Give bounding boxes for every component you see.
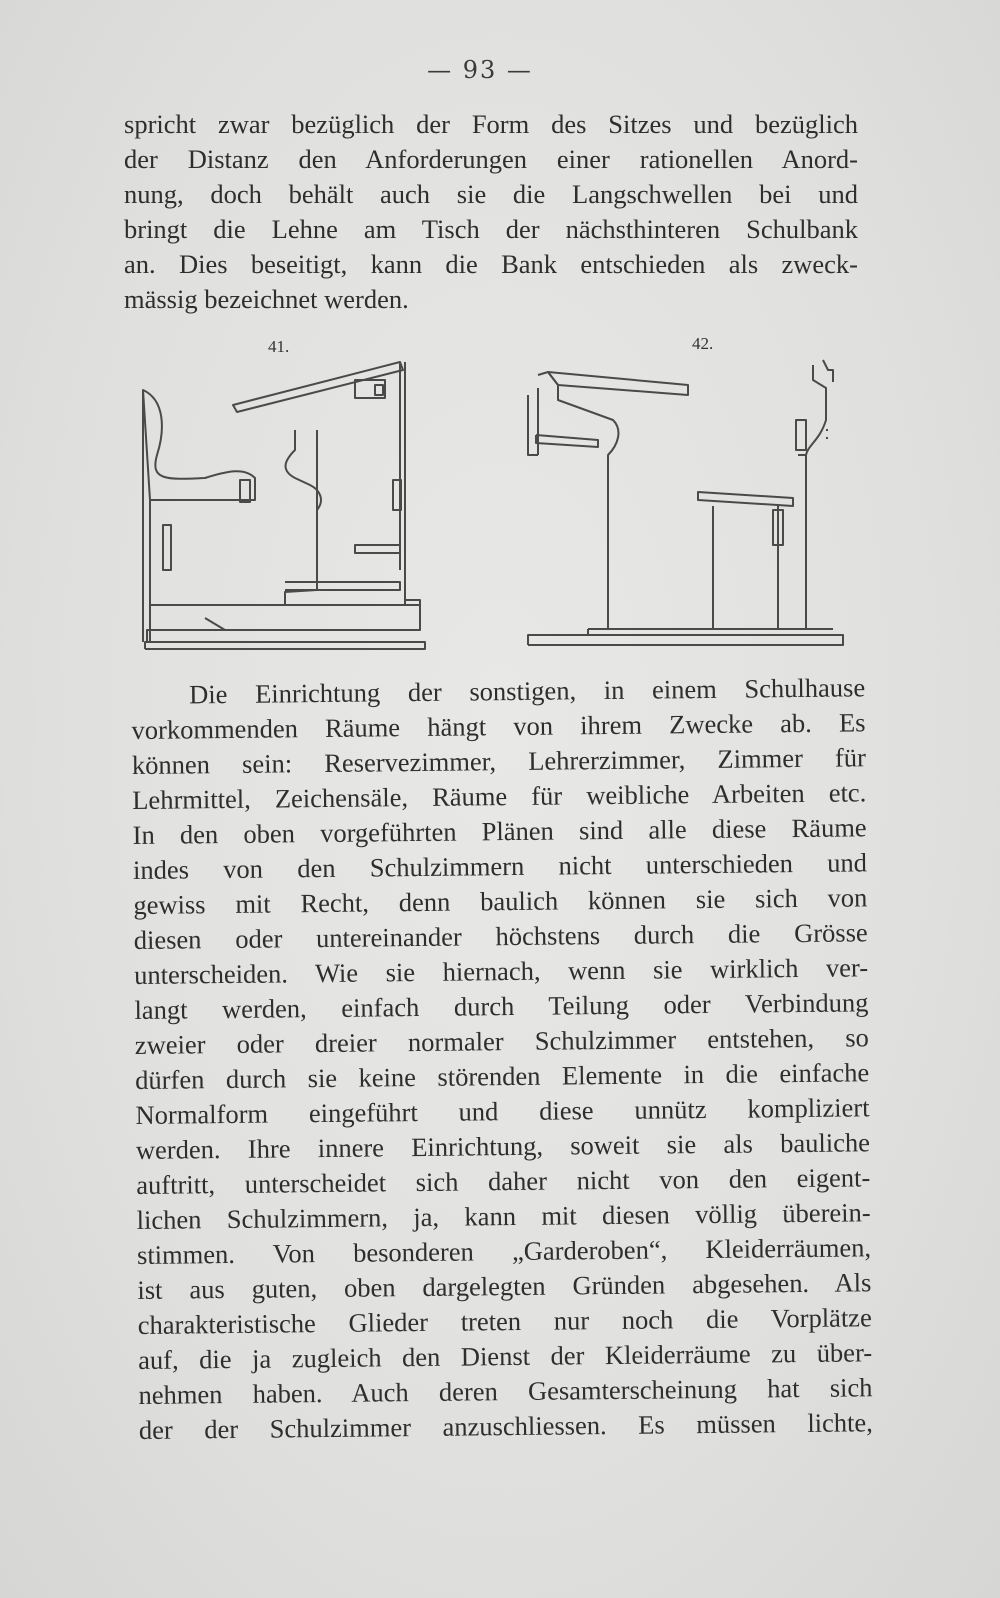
text-line: der der Schulzimmer anzuschliessen. Es müssen lichte, <box>138 1407 873 1445</box>
text-line: zweier oder dreier normaler Schulzimmer entstehen, so <box>134 1022 869 1060</box>
text-line: Normalform eingeführt und diese unnütz kompliziert <box>135 1092 870 1130</box>
text-line: ist aus guten, oben dargelegten Gründen abgesehen. Als <box>137 1267 872 1305</box>
figure-41-school-bench-drawing <box>135 360 435 660</box>
text-line: Lehrmittel, Zeichensäle, Räume für weibliche Arbeiten etc. <box>132 777 867 815</box>
text-line: dürfen durch sie keine störenden Elemente in die einfache <box>135 1057 870 1095</box>
text-line: werden. Ihre innere Einrichtung, soweit sie als bauliche <box>135 1127 871 1165</box>
figure-42-label: 42. <box>692 334 714 353</box>
text-line: indes von den Schulzimmern nicht unterschieden und <box>132 847 868 885</box>
text-line: mässig bezeichnet werden. <box>124 284 409 314</box>
text-line: nehmen haben. Auch deren Gesamterscheinung hat sich <box>138 1372 873 1410</box>
text-line: können sein: Reservezimmer, Lehrerzimmer, Zimmer für <box>131 742 867 780</box>
text-line: nung, doch behält auch sie die Langschwellen bei und <box>124 179 858 209</box>
paragraph-top <box>124 107 858 317</box>
text-line: auftritt, unterscheidet sich daher nicht von den eigent- <box>136 1162 871 1200</box>
figure-41-label: 41. <box>268 337 290 356</box>
text-line: In den oben vorgeführten Plänen sind alle diese Räume <box>132 812 867 850</box>
figure-42-school-bench-drawing <box>528 360 858 660</box>
text-line: Die Einrichtung der sonstigen, in einem Schulhause <box>189 672 866 710</box>
text-line: lichen Schulzimmern, ja, kann mit diesen völlig überein- <box>136 1197 871 1235</box>
text-line: unterscheiden. Wie sie hiernach, wenn sie wirklich ver- <box>133 952 869 990</box>
page-number: — 93 — <box>427 56 533 84</box>
text-line: vorkommenden Räume hängt von ihrem Zwecke ab. Es <box>131 707 866 745</box>
text-line: charakteristische Glieder treten nur noch die Vorplätze <box>137 1302 872 1340</box>
text-line: spricht zwar bezüglich der Form des Sitzes und bezüglich <box>124 109 858 139</box>
text-line: der Distanz den Anforderungen einer rationellen Anord- <box>124 144 858 174</box>
text-line: diesen oder untereinander höchstens durch die Grösse <box>133 917 868 955</box>
text-line: auf, die ja zugleich den Dienst der Kleiderräume zu über- <box>137 1337 873 1375</box>
text-line: gewiss mit Recht, denn baulich können sie sich von <box>133 882 868 920</box>
text-line: an. Dies beseitigt, kann die Bank entschieden als zweck- <box>124 249 858 279</box>
paragraph-main <box>131 670 873 1448</box>
text-line: stimmen. Von besonderen „Garderoben“, Kleiderräumen, <box>136 1232 872 1270</box>
text-line: bringt die Lehne am Tisch der nächsthinteren Schulbank <box>124 214 858 244</box>
text-line: langt werden, einfach durch Teilung oder Verbindung <box>134 987 869 1025</box>
